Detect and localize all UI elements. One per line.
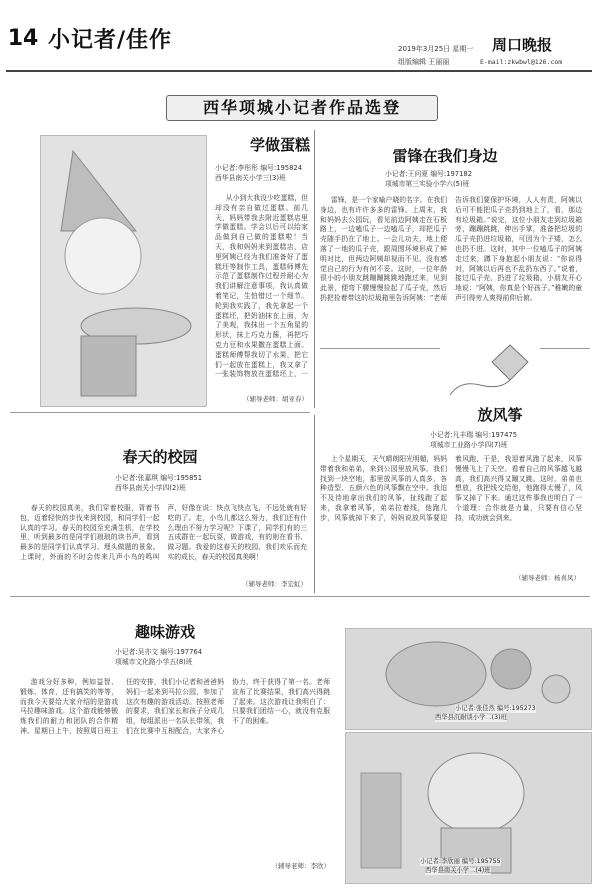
column-rule-2 — [314, 415, 315, 593]
pic1-caption-1: 小记者:张佳然 编号:195273 — [455, 705, 536, 712]
cake-teacher: （辅导老师：胡亚春） — [243, 395, 308, 403]
spring-title: 春天的校园 — [122, 448, 198, 466]
game-byline-1: 小记者:吴亦文 编号:197764 — [115, 648, 203, 656]
game-byline-2: 项城市文化路小学五(8)班 — [115, 658, 193, 666]
leifeng-body: 雷锋，是一个家喻户晓的名字。在我们身边，也有许许多多的雷锋。上周末，我和妈妈去公园玩，看见前边阿姨走在石板路上，一边嗑瓜子一边嗑瓜子，却把瓜子壳随手扔在了地上。一会儿功夫，地上便落了一地的瓜子壳，跟周围环境形成了鲜明对比，但两边阿姨却视而不见，没有感觉自己的行为有何不妥。这时，一位年龄很小的小朋友跳蹦蹦跳跳地跑过来，见到此景，便弯下腰慢慢捡起了瓜子壳，然后扔把捡着带这的垃圾箱里告诉阿姨：“老师告诉我们要保护环境，人人有责，阿姨以后可不能把瓜子壳扔到地上了，看，那边有垃圾箱。”说完，这位小朋友走到垃圾箱旁，蹦蹦跳跳，伸出手掌，准备把垃圾的瓜子壳扔进垃圾箱，可因为个子矮，怎么也扔不进。这时，其中一位嗑瓜子的阿姨走过来，蹲下身抱起小朋友说：“你说得对，阿姨以后再也不乱扔东西了。”说着，接过瓜子壳，扔进了垃圾箱。小朋友开心地说：“阿姨，你真是个好孩子。”稚嫩的童声引得旁人爽得前仰后俯。 — [320, 196, 582, 302]
paper-name: 周口晚报 — [492, 36, 553, 54]
page-number: 14 — [7, 26, 39, 51]
game-body: 游戏分好多种，例如益智、锻炼、体育，还有搞笑的等等，而我今天要给大家介绍的是游戏马拉趣味游戏。这个游戏能够锻炼我们的耐力和团队的合作精神。星期日上午，按照周日班主任的安排，我们小记者和爸爸妈妈们一起来到马拉公园，参加了这次有趣的游戏活动。按照老师的要求，我们家长和孩子分成几组，每组派出一名队长带领，我们在比赛中互相配合，大家齐心协力，终于获得了第一名。老师宣布了比赛结果，我们高兴得跳了起来。这次游戏让我明白了：只要我们团结一心，就没有克服不了的困难。 — [20, 678, 330, 735]
spring-byline-1: 小记者:张嘉琪 编号:195851 — [115, 474, 203, 482]
cake-title: 学做蛋糕 — [249, 136, 310, 154]
spring-byline-2: 西华县南关小学四(2)班 — [115, 484, 186, 492]
leifeng-byline-1: 小记者:王问夏 编号:197182 — [385, 170, 473, 178]
game-teacher: （辅导老师：李欣） — [271, 862, 330, 870]
kite-teacher: （辅导老师：杨喜凤） — [515, 574, 580, 582]
page-banner: 西华项城小记者作品选登 — [166, 95, 438, 121]
leifeng-byline-2: 项城市第三实验小学六(5)班 — [385, 180, 470, 188]
kite-byline-2: 项城市工业路小学四(7)班 — [430, 441, 508, 449]
kite-byline-1: 小记者:凡丰瑞 编号:197475 — [430, 431, 518, 439]
spring-teacher: （辅导老师：李宏虹） — [242, 580, 307, 588]
kite-body: 上个星期天，天气晴朗阳光明媚，妈妈带着我和弟弟，来到公园里放风筝。我们找到一块空地，那里放风筝的人真多，各种造型、五颜六色的风筝飘在空中。我迫不及待地拿出我们的风筝，扯线跑了起来，我拿着风筝，弟弟拉着线，他跑几步，风筝就掉下来了，妈妈说放风筝要迎着风跑，于是，我迎着风跑了起来，风筝慢慢飞上了天空。看着自己的风筝越飞越高，我们高兴得又蹦又跳。这时，弟弟也想放，我把线交给他，他跑得太慢了，风筝又掉了下来。通过这件事我也明白了一个道理：合作就是力量，只要有信心坚持，成功就会到来。 — [320, 455, 582, 522]
kite-title: 放风筝 — [477, 406, 523, 424]
date-line: 2019年3月25日 星期一 — [398, 45, 474, 53]
pic2-caption-1: 小记者:李欣丽 编号:195755 — [420, 858, 501, 865]
cake-body: 从小到大我没少吃蛋糕，但却没有亲自做过蛋糕。前几天，妈妈带我去附近蛋糕店里学做蛋糕。学会以后可以给家品做到自己做的蛋糕啦！当天，我和妈妈来到蛋糕店，店里阿姨已经为我们准备好了蛋糕坯等制作工具，蛋糕师傅先示范了蛋糕制作过程并耐心为我们讲解注意事项，我认真做着笔记，生怕错过一个细节。轮到我实践了，我先拿起一个蛋糕坯，把奶油抹在上面，为了美观，我抹出一个五角星的形状，抹上巧克力酱，再把巧克力豆和水果撒在蛋糕上面。蛋糕师傅帮我切了水果，把它们一起放在蛋糕上，我又拿了一张装饰物放在蛋糕坯上，一 — [215, 194, 308, 379]
rule-lower — [10, 596, 590, 597]
game-title: 趣味游戏 — [134, 623, 195, 641]
leifeng-title: 雷锋在我们身边 — [392, 147, 498, 165]
cake-byline-2: 西华县南关小学三(3)班 — [215, 174, 286, 182]
email-line: E-mail:zkwbwl@126.com — [480, 58, 563, 66]
spring-body: 春天的校园真美，我们穿着校服，背着书包，迈着轻快的步伐来到校园，和同学们一起认真的学习。春天的校园至充满生机，在学校里，听到最多的是同学们琅琅的读书声，看到最多的是同学们认真学习、埋头做题的景象。上课时，外面的不时会传来几声小鸟的鸣叫声，好像在说：快点飞快点飞，不远处就有好吃的了。走，小鸟儿都这么努力，我们还有什么理由不努力学习呢？下课了，同学们有的三五成群在一起玩耍，做游戏，有的则在看书、做习题。我爱的这春天的校园，我们欢乐而充实的成长，春天的校园真美啊！ — [20, 504, 307, 561]
header-rule — [6, 70, 592, 72]
cake-girl-illustration — [40, 135, 207, 407]
cake-byline-1: 小记者:李彤彤 编号:195824 — [215, 164, 303, 172]
column-rule-1 — [314, 130, 315, 408]
kite-illustration — [440, 340, 540, 400]
pic1-caption-2: 西华县沉耐谈小学二(3)班 — [435, 714, 507, 721]
editor-line: 组版编辑 王丽丽 — [398, 58, 450, 66]
section-title: 小记者/佳作 — [48, 28, 173, 53]
pic2-caption-2: 西华县南关小学二(4)班 — [425, 867, 491, 874]
rule-left-mid — [10, 412, 310, 413]
